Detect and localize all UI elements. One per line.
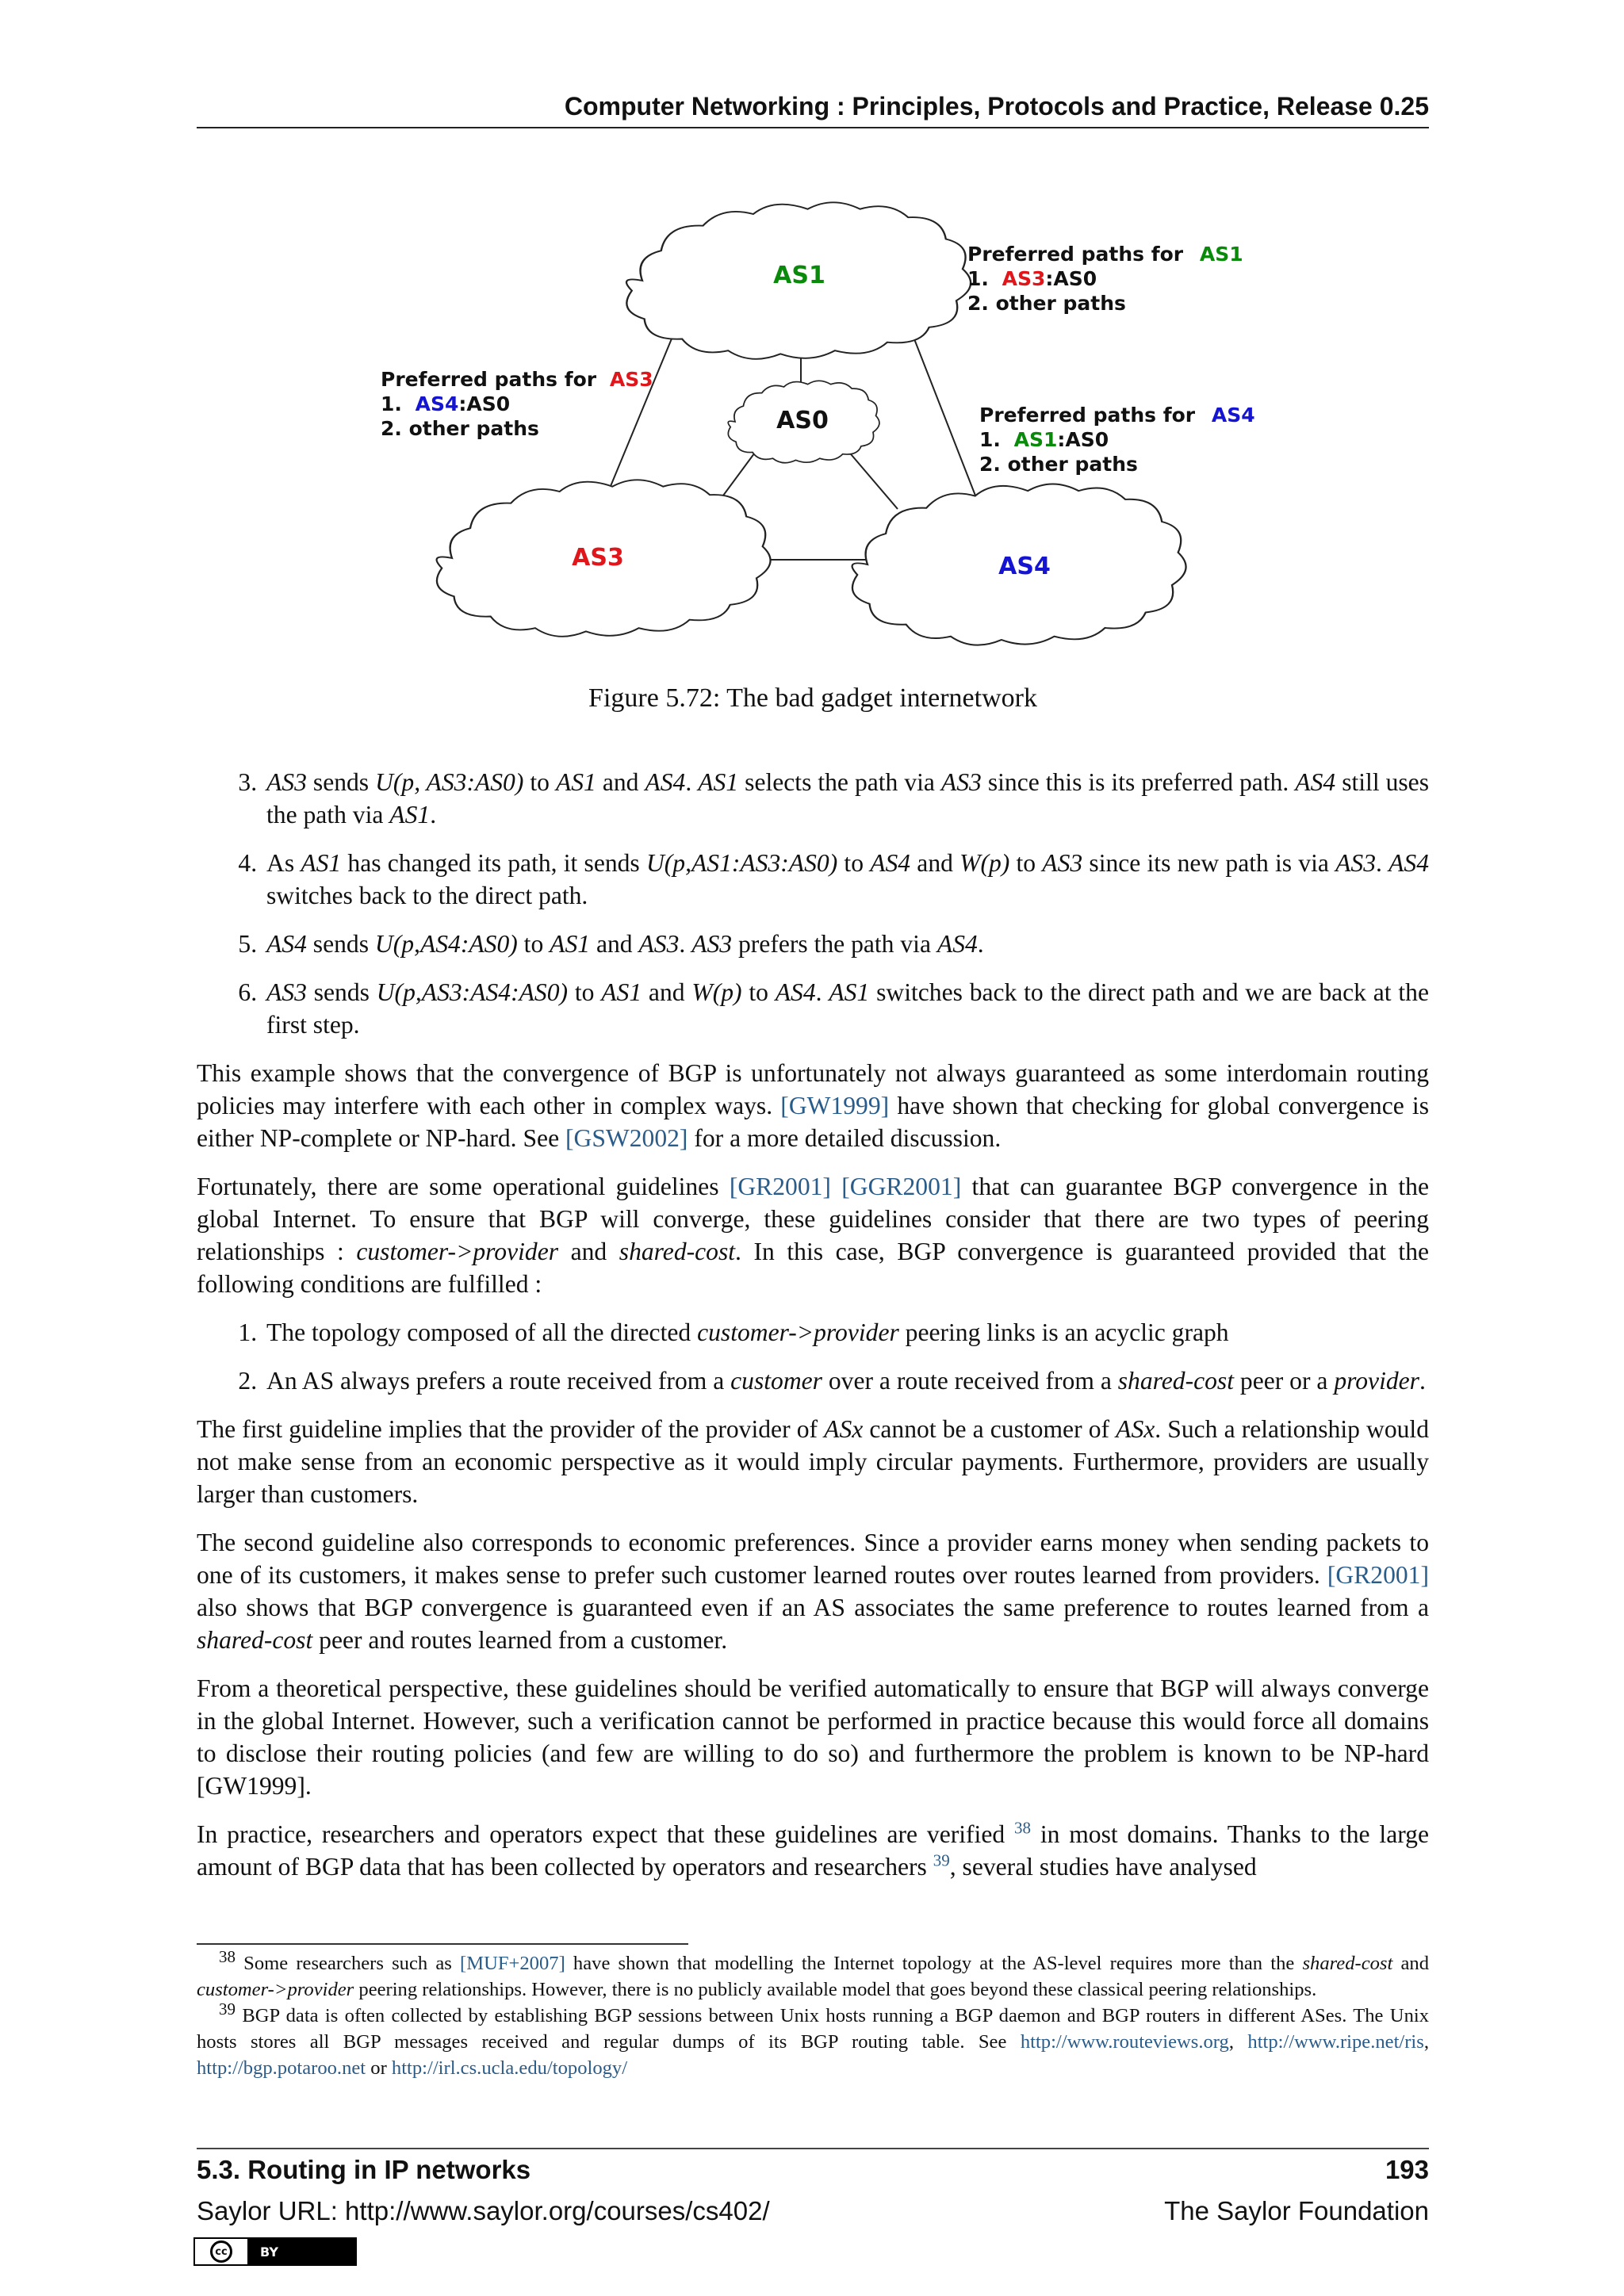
cite-gsw2002[interactable]: [GSW2002] (565, 1124, 688, 1152)
pref-as4-line1-suffix: :AS0 (1057, 428, 1109, 451)
cite-ggr2001[interactable]: [GGR2001] (841, 1173, 962, 1200)
link-as1-as4 (912, 333, 975, 496)
step-3: 3. AS3 sends U(p, AS3:AS0) to AS1 and AS4. AS1 selects the path via AS3 since this is its preferred path. AS4 still uses the path via AS1. (263, 766, 1429, 831)
cite-gr2001-b[interactable]: [GR2001] (1327, 1561, 1429, 1589)
label-as3: AS3 (572, 544, 624, 572)
body-text (197, 766, 1429, 1899)
pref-as3-line2: 2. other paths (381, 417, 539, 440)
svg-text:1. AS1:AS0 (979, 428, 1109, 451)
header-rule (197, 127, 1429, 128)
link-potaroo[interactable]: http://bgp.potaroo.net (197, 2057, 366, 2079)
paragraph-theoretical: From a theoretical perspective, these guidelines should be verified automatically to ensure that BGP will always converge in the global Internet. However, such a verification cannot be performed in practice because this would force all domains to disclose their routing policies (and few are willing to do so) and furthermore the problem is known to be NP-hard [GW1999]. (197, 1674, 1429, 1800)
step-4: 4. As AS1 has changed its path, it sends U(p,AS1:AS3:AS0) to AS4 and W(p) to AS3 since its new path is via AS3. AS4 switches back to the direct path. (263, 847, 1429, 912)
footnote-rule (197, 1943, 688, 1945)
footnote-ref-39[interactable]: 39 (933, 1850, 950, 1870)
figure-caption: Figure 5.72: The bad gadget internetwork (588, 683, 1037, 713)
condition-1: 1. The topology composed of all the directed customer->provider peering links is an acyclic graph (263, 1316, 1429, 1349)
cc-icon-area (195, 2239, 247, 2264)
footer-foundation: The Saylor Foundation (1164, 2196, 1429, 2225)
network-diagram (381, 182, 1255, 658)
paragraph-convergence: This example shows that the convergence of BGP is unfortunately not always guaranteed as some interdomain routing policies may interfere with each other in complex ways. [GW1999] have shown that checking for global convergence is either NP-complete or NP-hard. See [GSW2002] for a more detailed discussion. (197, 1059, 1429, 1152)
footer-rule (197, 2148, 1429, 2149)
pref-as1-line1-suffix: :AS0 (1045, 267, 1097, 290)
condition-list (197, 1316, 1429, 1397)
pref-as1-line1-as: AS3 (1002, 267, 1046, 290)
pref-as3-heading: Preferred paths for (381, 368, 597, 391)
paragraph-first-guideline: The first guideline implies that the provider of the provider of ASx cannot be a customer of ASx. Such a relationship would not make sense from an economic perspective as it would imply circular payments. Furthermore, providers are usually larger than customers. (197, 1415, 1429, 1508)
footnote-38: $^{38}$ Some researchers such as [MUF+2007] have shown that modelling the Internet topology at the AS-level requires more than the shared-cost and customer->provider peering relationships. However, there is no publicly available model that goes beyond these classical peering relationships. (197, 1946, 1429, 2000)
figure-bad-gadget (381, 182, 1255, 658)
step-6: 6. AS3 sends U(p,AS3:AS4:AS0) to AS1 and W(p) to AS4. AS1 switches back to the direct path and we are back at the first step. (263, 976, 1429, 1041)
pref-as1-heading: Preferred paths for (967, 243, 1184, 266)
pref-as3-num1: 1. (381, 392, 402, 415)
cc-by-label: BY (247, 2239, 355, 2264)
pref-as1-num1: 1. (967, 267, 989, 290)
pref-as4-num1: 1. (979, 428, 1001, 451)
label-as4: AS4 (998, 553, 1051, 580)
pref-as3-line1-suffix: :AS0 (458, 392, 511, 415)
svg-text:1. AS4:AS0 (381, 392, 510, 415)
pref-as4 (979, 404, 1255, 476)
pref-as3 (381, 368, 653, 440)
pref-as1-as: AS1 (1199, 243, 1243, 266)
svg-text:1. AS3:AS0 (967, 267, 1097, 290)
cite-muf2007[interactable]: [MUF+2007] (460, 1953, 565, 1974)
paragraph-practice: In practice, researchers and operators expect that these guidelines are verified $^{38}$ in most domains. Thanks to the large amount of BGP data that has been collected by operators and researchers $^{39}$, several studies have analysed (197, 1818, 1429, 1881)
cite-gr2001[interactable]: [GR2001] (729, 1173, 831, 1200)
footnote-ref-38[interactable]: 38 (1013, 1818, 1031, 1838)
header-title: Computer Networking : Principles, Protocols and Practice, Release 0.25 (564, 92, 1429, 121)
footnotes (197, 1946, 1429, 2081)
link-routeviews[interactable]: http://www.routeviews.org (1020, 2031, 1229, 2053)
pref-as1 (967, 243, 1243, 315)
footnote-39: $^{39}$ BGP data is often collected by establishing BGP sessions between Unix hosts running a BGP daemon and BGP routers in different ASes. The Unix hosts stores all BGP messages received and regular dumps of its BGP routing table. See http://www.routeviews.org, http://www.ripe.net/ris, http://bgp.potaroo.net or http://irl.cs.ucla.edu/topology/ (197, 1999, 1429, 2079)
label-as0: AS0 (776, 407, 829, 434)
paragraph-guidelines: Fortunately, there are some operational guidelines [GR2001] [GGR2001] that can guarantee BGP convergence in the global Internet. To ensure that BGP will converge, these guidelines consider that there are two types of peering relationships : customer->provider and shared-cost. In this case, BGP convergence is guaranteed provided that the following conditions are fulfilled : (197, 1173, 1430, 1298)
cc-by-license-badge[interactable] (193, 2237, 357, 2266)
condition-2: 2. An AS always prefers a route received from a customer over a route received from a shared-cost peer or a provider. (263, 1364, 1429, 1397)
pref-as3-as: AS3 (609, 368, 653, 391)
footer-section-title: 5.3. Routing in IP networks (197, 2155, 531, 2184)
label-as1: AS1 (773, 262, 825, 289)
footer-saylor-url: Saylor URL: http://www.saylor.org/courses/cs402/ (197, 2196, 770, 2225)
pref-as4-line2: 2. other paths (979, 453, 1138, 476)
pref-as4-as: AS4 (1211, 404, 1255, 427)
svg-text:Preferred paths for (979, 404, 1255, 427)
cc-icon: cc (210, 2241, 232, 2263)
pref-as4-heading: Preferred paths for (979, 404, 1196, 427)
page-number: 193 (1385, 2155, 1429, 2184)
step-5: 5. AS4 sends U(p,AS4:AS0) to AS1 and AS3. AS3 prefers the path via AS4. (263, 928, 1429, 960)
svg-text:Preferred paths for (381, 368, 653, 391)
pref-as3-line1-as: AS4 (415, 392, 459, 415)
cite-gw1999[interactable]: [GW1999] (780, 1092, 890, 1119)
paragraph-second-guideline: The second guideline also corresponds to economic preferences. Since a provider earns money when sending packets to one of its customers, it makes sense to prefer such customer learned routes over routes learned from providers. [GR2001] also shows that BGP convergence is guaranteed even if an AS associates the same preference to routes learned from a shared-cost peer and routes learned from a customer. (197, 1529, 1429, 1654)
svg-text:Preferred paths for (967, 243, 1243, 266)
step-list (197, 766, 1429, 1041)
pref-as4-line1-as: AS1 (1013, 428, 1058, 451)
link-ripe[interactable]: http://www.ripe.net/ris (1247, 2031, 1424, 2053)
link-ucla-topology[interactable]: http://irl.cs.ucla.edu/topology/ (391, 2057, 628, 2079)
link-as1-as3 (609, 333, 674, 490)
pref-as1-line2: 2. other paths (967, 292, 1126, 315)
